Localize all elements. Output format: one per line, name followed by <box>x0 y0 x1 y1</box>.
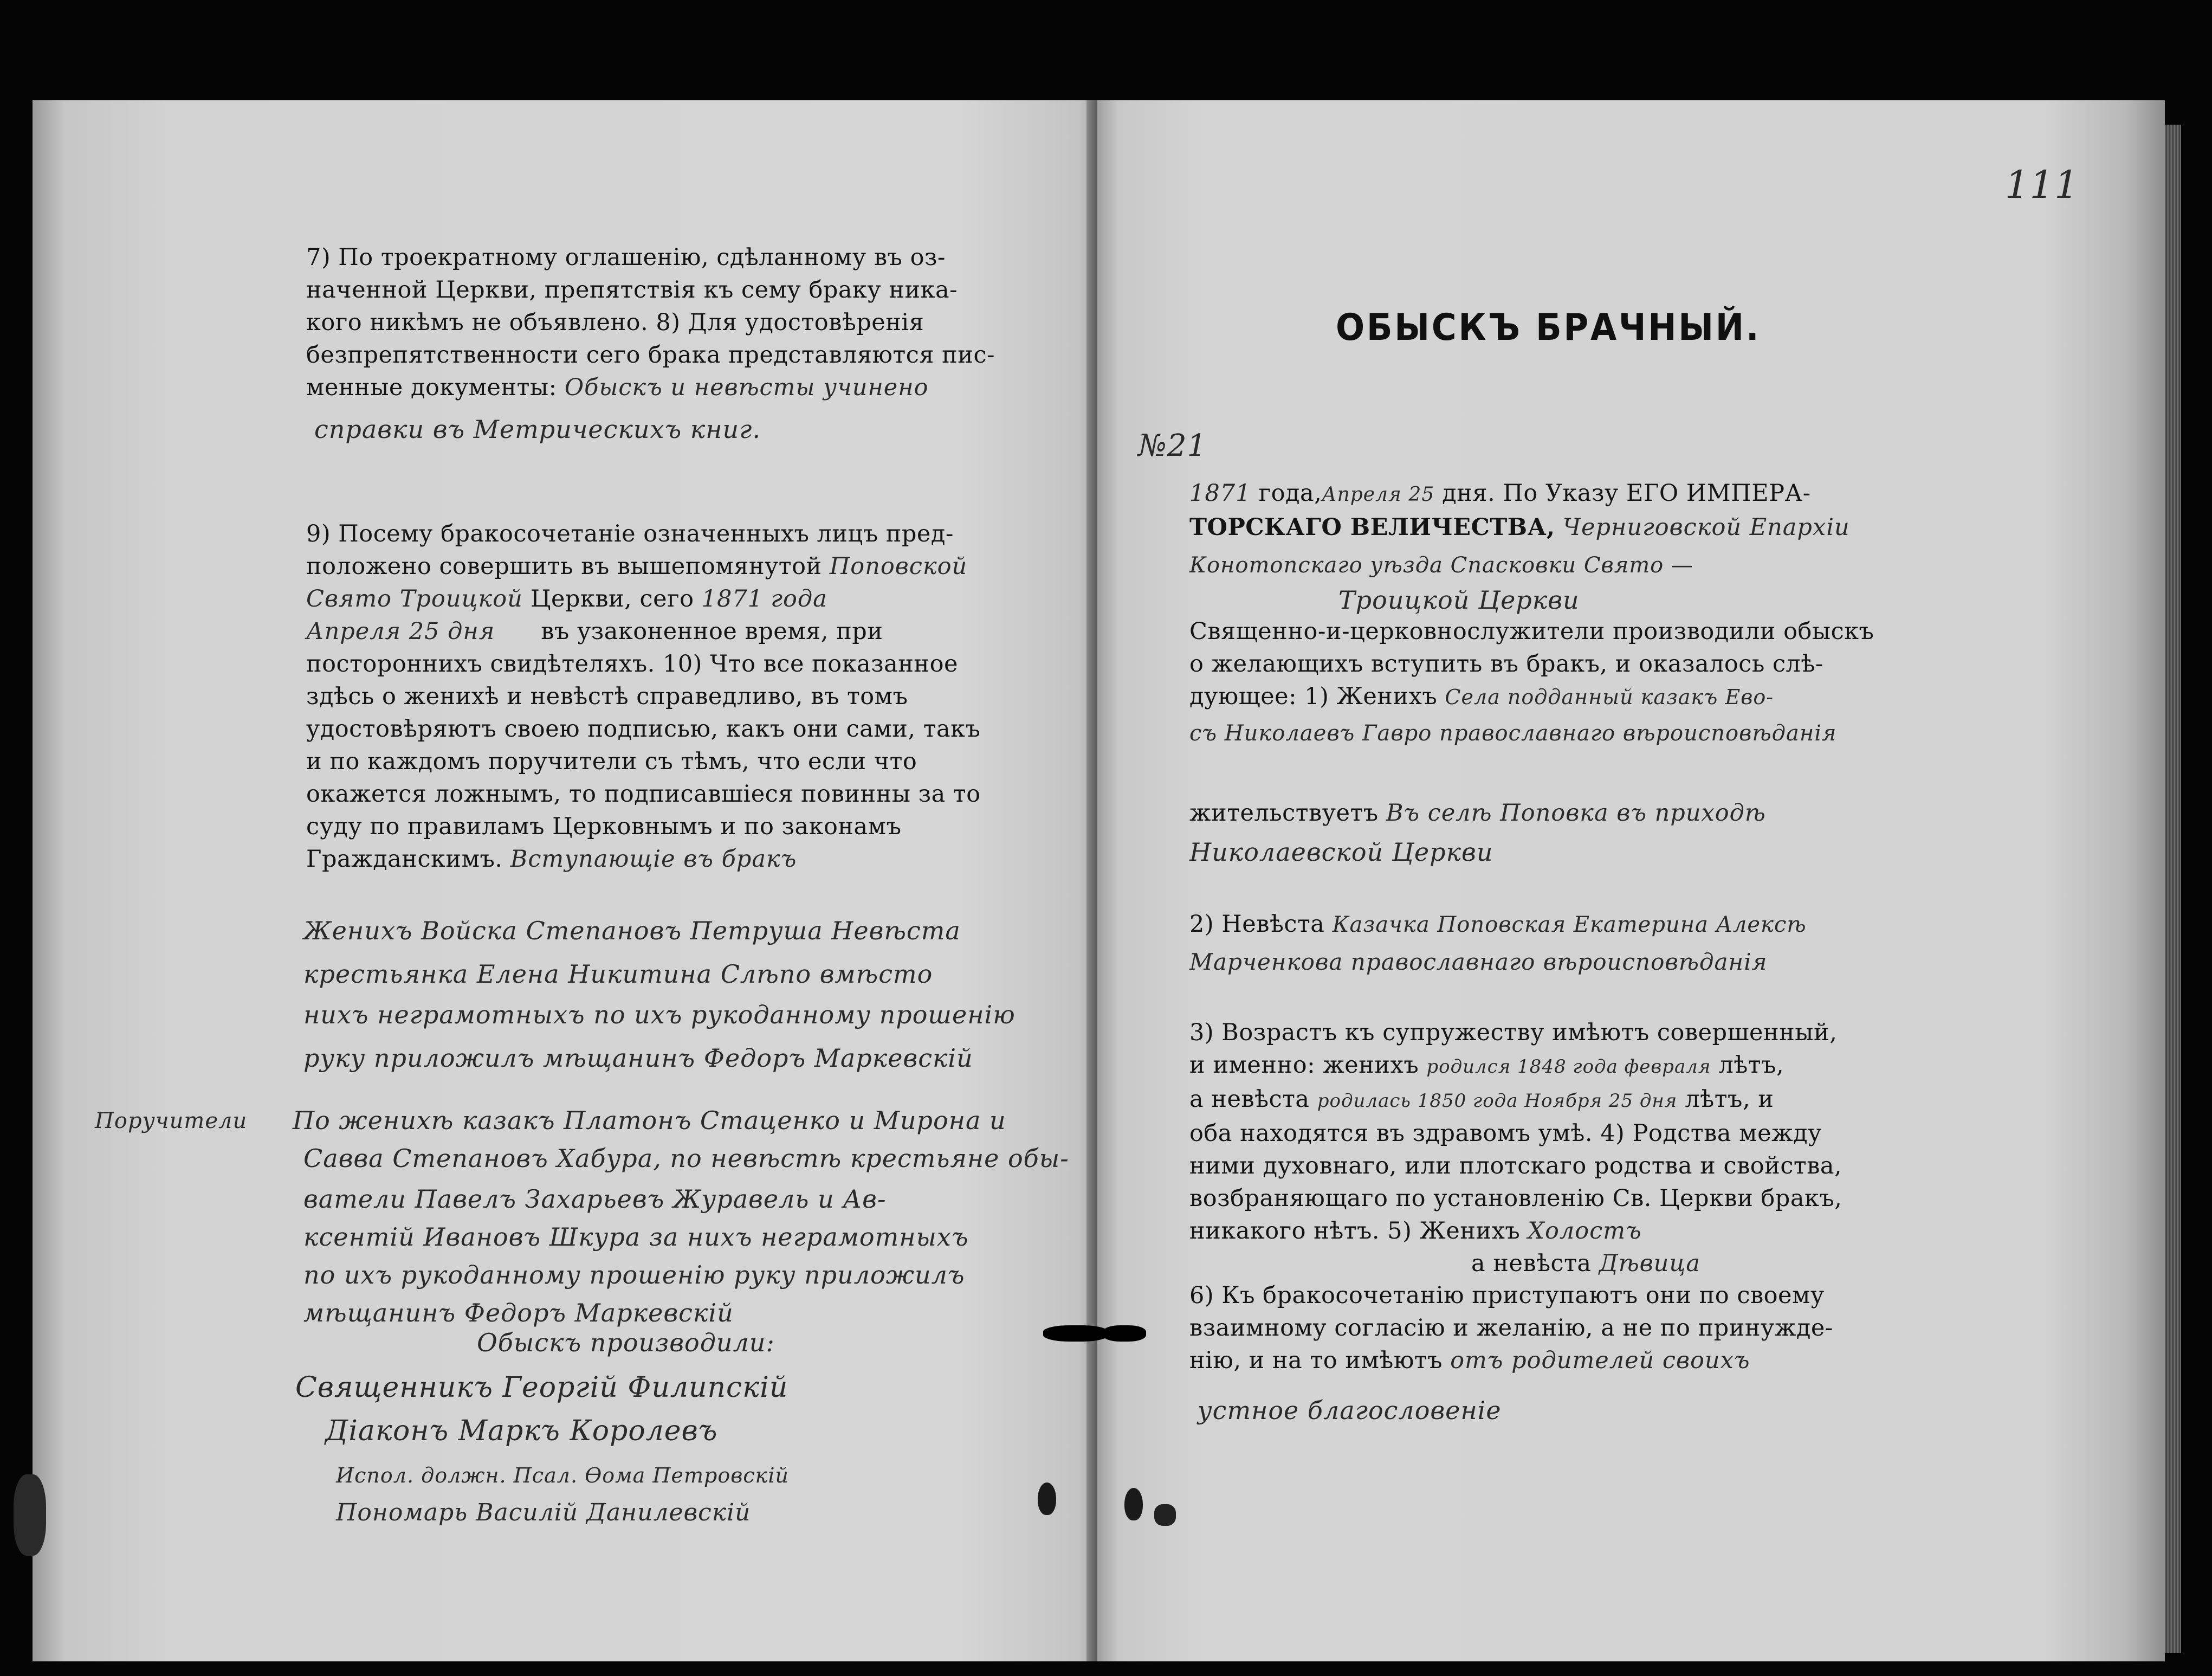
handwritten-entry: родилась 1850 года Ноября 25 дня <box>1317 1090 1678 1112</box>
printed-text: никакого нѣтъ. 5) Женихъ <box>1189 1217 1521 1245</box>
handwritten-entry: съ Николаевъ Гавро православнаго вѣроисповѣданія <box>1189 721 1837 746</box>
signature-line: руку приложилъ мѣщанинъ Федоръ Маркевскій <box>303 1043 973 1073</box>
handwritten-entry: Апреля 25 <box>1322 484 1435 506</box>
printed-text: нію, и на то имѣютъ <box>1189 1347 1443 1374</box>
paragraph-9 <box>306 518 981 875</box>
text-line <box>306 583 981 615</box>
text-line <box>1189 1247 1842 1280</box>
clergy-signature: Діаконъ Маркъ Королевъ <box>325 1415 718 1447</box>
text-line <box>1189 1083 1842 1117</box>
text-line: 6) Къ бракосочетанію приступаютъ они по своему <box>1189 1282 1825 1309</box>
printed-text: дующее: 1) Женихъ <box>1189 683 1438 710</box>
text-line: и по каждомъ поручители съ тѣмъ, что если что <box>306 748 917 775</box>
printed-text: дня. По Указу ЕГО ИМПЕРА- <box>1442 480 1811 507</box>
age-block <box>1189 1016 1842 1280</box>
text-line: окажется ложнымъ, то подписавшіеся повинны за то <box>306 781 981 808</box>
handwritten-entry: Свято Троицкой <box>306 585 523 613</box>
guarantors-label: Поручители <box>95 1108 248 1133</box>
signature-line: крестьянка Елена Никитина Слѣпо вмѣсто <box>303 959 933 989</box>
handwritten-entry: Холостъ <box>1528 1217 1642 1245</box>
text-line: суду по правиламъ Церковнымъ и по законамъ <box>306 813 902 840</box>
margin-stain <box>14 1474 46 1556</box>
guarantor-line: Савва Степановъ Хабура, по невѣстѣ крестьяне обы- <box>303 1144 1069 1173</box>
handwritten-entry: Конотопскаго уѣзда Спасковки Свято — <box>1189 553 1693 578</box>
paragraph-7 <box>306 241 995 404</box>
guarantor-line: ксентій Ивановъ Шкура за нихъ неграмотныхъ <box>303 1222 969 1252</box>
binding-hole <box>1043 1325 1108 1342</box>
clergy-signature: Пономарь Василій Данилевскій <box>336 1499 751 1526</box>
text-line <box>1189 908 1807 941</box>
guarantor-line: мѣщанинъ Федоръ Маркевскій <box>303 1298 734 1327</box>
text-line: взаимному согласію и желанію, а не по принужде- <box>1189 1314 1833 1342</box>
printed-text: Церкви, сего <box>530 585 694 613</box>
printed-text: положено совершить въ вышепомянутой <box>306 553 822 580</box>
handwritten-entry: Черниговской Епархіи <box>1562 514 1850 541</box>
text-line: 3) Возрастъ къ супружеству имѣютъ совершенный, <box>1189 1019 1838 1046</box>
text-line <box>306 371 995 404</box>
text-line: о желающихъ вступить въ бракъ, и оказалось слѣ- <box>1189 650 1823 678</box>
text-line: постороннихъ свидѣтеляхъ. 10) Что все показанное <box>306 650 958 678</box>
binding-hole <box>1103 1325 1146 1342</box>
header-block <box>1189 477 1850 544</box>
handwritten-entry: Апреля 25 дня <box>306 618 495 645</box>
text-line <box>1189 477 1850 511</box>
signature-line: нихъ неграмотныхъ по ихъ рукоданному прошенію <box>303 1000 1016 1029</box>
printed-text: лѣтъ, <box>1718 1052 1784 1079</box>
binding-hole <box>1038 1482 1056 1515</box>
printed-text: жительствуетъ <box>1189 800 1379 827</box>
handwritten-entry: Николаевской Церкви <box>1189 837 1493 867</box>
text-line: Священно-и-церковнослужители производили обыскъ <box>1189 618 1874 645</box>
handwritten-entry: Обыскъ и невѣсты учинено <box>564 374 929 401</box>
text-line: удостовѣряютъ своею подписью, какъ они сами, такъ <box>306 715 981 743</box>
document-title: ОБЫСКЪ БРАЧНЫЙ. <box>1336 306 1761 349</box>
handwritten-entry: года <box>771 585 827 613</box>
handwritten-entry: Дѣвица <box>1599 1250 1700 1277</box>
text-line <box>306 843 981 875</box>
body-block <box>1189 615 1874 713</box>
text-line: ними духовнаго, или плотскаго родства и свойства, <box>1189 1152 1842 1179</box>
text-line: возбраняющаго по установленію Св. Церкви бракъ, <box>1189 1185 1842 1212</box>
handwritten-entry: Троицкой Церкви <box>1338 585 1580 615</box>
text-line <box>1189 1215 1842 1247</box>
page-number: 111 <box>2005 163 2079 207</box>
printed-text: и именно: женихъ <box>1189 1052 1419 1079</box>
guarantor-line: по ихъ рукоданному прошенію руку приложилъ <box>303 1260 965 1290</box>
text-line: 7) По троекратному оглашенію, сдѣланному въ оз- <box>306 244 946 271</box>
text-line <box>1189 511 1850 544</box>
handwritten-entry: Казачка Поповская Екатерина Алексѣ <box>1332 912 1807 937</box>
text-line: наченной Церкви, препятствія къ сему браку ника- <box>306 276 958 304</box>
text-line: 9) Посему бракосочетаніе означенныхъ лицъ пред- <box>306 520 954 547</box>
text-line <box>1189 1344 1833 1377</box>
handwritten-entry: 1871 <box>701 585 764 613</box>
printed-text: ТОРСКАГО ВЕЛИЧЕСТВА, <box>1189 514 1555 541</box>
printed-text: а невѣста <box>1471 1250 1592 1277</box>
handwritten-entry: отъ родителей своихъ <box>1450 1347 1750 1374</box>
text-line <box>1189 680 1874 713</box>
page-edge-stack <box>2165 125 2181 1653</box>
guarantor-line: По женихѣ казакъ Платонъ Стаценко и Мирона и <box>293 1106 1006 1135</box>
handwritten-entry: родился 1848 года февраля <box>1426 1056 1711 1078</box>
text-line <box>1189 1049 1842 1083</box>
handwritten-entry: Марченкова православнаго вѣроисповѣданія <box>1189 949 1768 975</box>
printed-text: а невѣста <box>1189 1086 1310 1113</box>
printed-text: менные документы: <box>306 374 557 401</box>
handwritten-entry: Вступающіе въ бракъ <box>510 846 797 873</box>
text-line <box>1189 797 1766 829</box>
handwritten-entry: Села подданный казакъ Ево- <box>1445 685 1774 709</box>
printed-text: 2) Невѣста <box>1189 911 1325 938</box>
clergy-heading: Обыскъ производили: <box>477 1328 775 1357</box>
text-line: безпрепятственности сего брака представляются пис- <box>306 341 995 369</box>
text-line: оба находятся въ здравомъ умѣ. 4) Родства между <box>1189 1120 1822 1147</box>
guarantor-line: ватели Павелъ Захарьевъ Журавель и Ав- <box>303 1184 887 1214</box>
handwritten-entry: устное благословеніе <box>1198 1396 1502 1425</box>
margin-stain <box>1154 1504 1176 1526</box>
text-line <box>306 550 981 583</box>
residence-line <box>1189 797 1766 829</box>
handwritten-entry: Поповской <box>829 553 968 580</box>
binding-hole <box>1124 1488 1143 1520</box>
printed-text: Гражданскимъ. <box>306 846 503 873</box>
printed-text: года, <box>1258 480 1322 507</box>
handwritten-entry: справки въ Метрическихъ книг. <box>314 415 761 444</box>
text-line: кого никѣмъ не объявлено. 8) Для удостовѣренія <box>306 309 924 336</box>
bride-line <box>1189 908 1807 941</box>
printed-text: въ узаконенное время, при <box>541 618 883 645</box>
consent-block <box>1189 1279 1833 1377</box>
printed-text: лѣтъ, и <box>1685 1086 1774 1113</box>
clergy-signature: Священникъ Георгій Филипскій <box>295 1371 788 1404</box>
clergy-signature: Испол. должн. Псал. Ѳома Петровскій <box>336 1464 789 1487</box>
record-number: №21 <box>1138 428 1207 463</box>
handwritten-entry: 1871 <box>1189 480 1251 507</box>
text-line: здѣсь о женихѣ и невѣстѣ справедливо, въ томъ <box>306 683 908 710</box>
text-line <box>306 615 981 648</box>
signature-line: Женихъ Войска Степановъ Петруша Невѣста <box>303 916 961 945</box>
handwritten-entry: Въ селѣ Поповка въ приходѣ <box>1386 800 1766 827</box>
